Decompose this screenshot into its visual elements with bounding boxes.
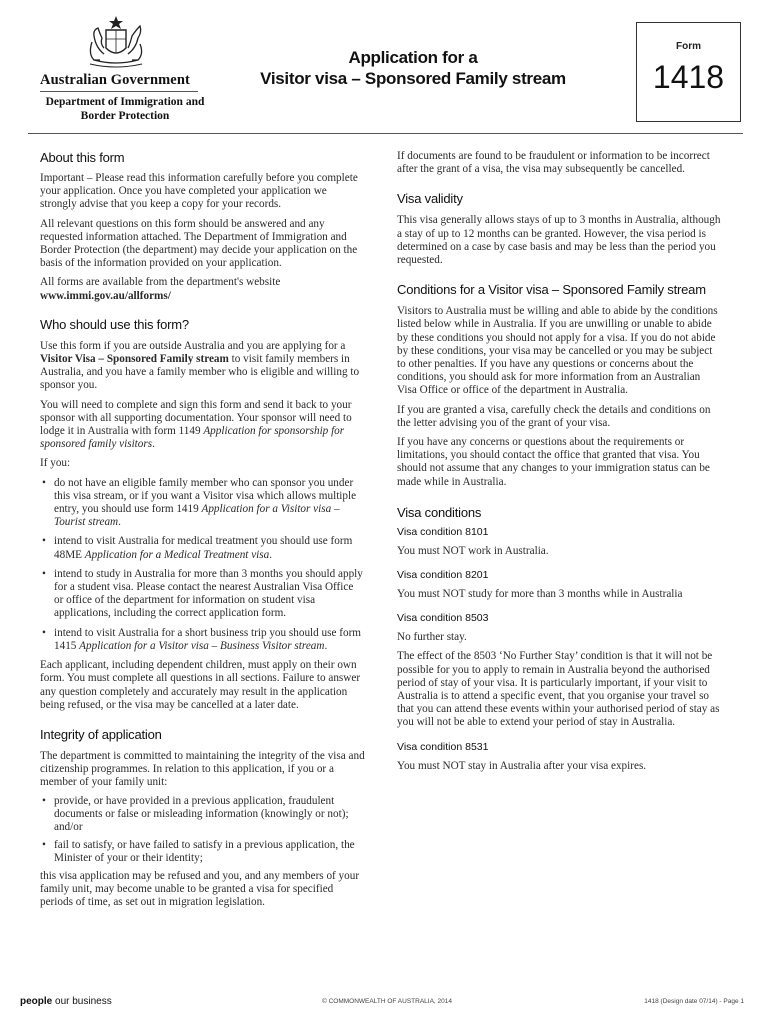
left-column xyxy=(40,150,365,909)
condition-8201-heading: Visa condition 8201 xyxy=(397,569,489,582)
list-item: • provide, or have provided in a previous application, fraudulent documents or false or misleading information (knowingly or not); and/or xyxy=(40,795,365,835)
text: . xyxy=(324,639,328,652)
text: . xyxy=(269,548,273,561)
list-item xyxy=(40,535,365,561)
logo-text: our business xyxy=(52,996,112,1007)
condition-8503-heading: Visa condition 8503 xyxy=(397,612,489,625)
form-title: Application for a Visitor visa – Tourist stream xyxy=(54,503,340,529)
text: to visit family members in Australia, and you have a family member who is eligible and willing to sponsor you. xyxy=(40,353,360,392)
footer-logo xyxy=(20,996,112,1007)
footer-copyright: © COMMONWEALTH OF AUSTRALIA, 2014 xyxy=(322,998,452,1005)
integrity-paragraph-1: The department is committed to maintaining the integrity of the visa and citizenship programmes. In relation to this application, if you or a member of your family unit: xyxy=(40,749,365,789)
about-paragraph-1: Important – Please read this information carefully before you complete your application. Once you have completed your application we strongly advise that you keep a copy for your records. xyxy=(40,172,358,211)
form-label: Form xyxy=(676,41,701,52)
who-paragraph-2 xyxy=(40,399,365,452)
fraud-paragraph: If documents are found to be fraudulent or information to be incorrect after the grant of a visa, the visa may subsequently be cancelled. xyxy=(397,150,710,176)
integrity-paragraph-2: this visa application may be refused and you, and any members of your family unit, may become unable to be granted a visa for specified periods of time, as set out in migration legislation. xyxy=(40,869,360,908)
conditions-paragraph-1: Visitors to Australia must be willing and able to abide by the conditions listed below while in Australia. If you are unwilling or unable to abide by these conditions you should not apply for a visa. If you do not abide by these conditions, your visa may be cancelled or you may be subject to other penalties. If you have any questions or concerns about the conditions, you should ask for more information from an Australian Visa Office or office of the department in Australia. xyxy=(397,305,718,397)
validity-paragraph: This visa generally allows stays of up to 3 months in Australia, although a stay of up to 12 months can be granted. However, the visa period is determined on a case by case basis and may be less than the period you requested. xyxy=(397,214,721,267)
section-heading-validity: Visa validity xyxy=(397,191,463,207)
government-name: Australian Government xyxy=(40,72,190,88)
section-heading-about: About this form xyxy=(40,150,125,165)
divider xyxy=(40,91,198,92)
condition-8503-text-1: No further stay. xyxy=(397,631,467,644)
condition-8101-heading: Visa condition 8101 xyxy=(397,525,489,538)
who-paragraph-1 xyxy=(40,340,365,393)
title-line-1: Application for a xyxy=(348,48,478,67)
condition-8531-text: You must NOT stay in Australia after your visa expires. xyxy=(397,759,647,772)
form-title: Application for a Visitor visa – Business Visitor stream xyxy=(79,639,325,652)
form-title: Application for sponsorship for sponsored family visitors xyxy=(40,425,345,451)
logo-bold-text: people xyxy=(20,996,53,1007)
text: Use this form if you are outside Australia and you are applying for a xyxy=(40,339,346,352)
section-heading-integrity: Integrity of application xyxy=(40,726,162,742)
integrity-bullet-list xyxy=(40,795,365,866)
condition-8201-text: You must NOT study for more than 3 months while in Australia xyxy=(397,588,683,601)
who-bullet-list xyxy=(40,477,365,653)
about-paragraph-3 xyxy=(40,276,365,302)
visa-stream-name: Visitor Visa – Sponsored Family stream xyxy=(40,353,229,366)
form-number-box xyxy=(636,22,741,122)
section-heading-conditions: Conditions for a Visitor visa – Sponsored Family stream xyxy=(397,282,706,298)
department-name: Department of Immigration and Border Protection xyxy=(45,96,205,122)
about-paragraph-2: All relevant questions on this form should be answered and any requested information attached. The Department of Immigration and Border Protection (the department) may decide your application on the basis of the information provided on your application. xyxy=(40,217,358,270)
text: . xyxy=(152,438,155,451)
text: You will need to complete and sign this form and send it back to your sponsor with all supporting documentation. Your sponsor will need to lodge it in Australia with form 1149 xyxy=(40,398,352,438)
page-header xyxy=(0,0,768,135)
form-number: 1418 xyxy=(652,59,725,95)
section-heading-visa-conditions: Visa conditions xyxy=(397,504,482,520)
header-divider xyxy=(28,133,743,134)
list-item xyxy=(40,627,365,653)
text: intend to visit Australia for a short business trip you should use form 1415 xyxy=(54,626,362,652)
coat-of-arms-icon xyxy=(80,14,152,70)
footer-page-info: 1418 (Design date 07/14) - Page 1 xyxy=(644,998,744,1005)
forms-website-link[interactable]: www.immi.gov.au/allforms/ xyxy=(40,289,171,302)
conditions-paragraph-3: If you have any concerns or questions about the requirements or limitations, you should contact the office that granted that visa. You should not assume that any changes to your immigration status can be made while in Australia. xyxy=(397,436,710,488)
about-website-text: All forms are available from the department's website xyxy=(40,276,281,289)
title-line-2: Visitor visa – Sponsored Family stream xyxy=(260,69,566,88)
condition-8531-heading: Visa condition 8531 xyxy=(397,740,489,753)
text: intend to visit Australia for medical treatment you should use form 48ME xyxy=(54,535,353,561)
who-paragraph-3: Each applicant, including dependent children, must apply on their own form. You must complete all questions in all sections. Failure to answer any question completely and accurately may result in the application being refused, or the visa may be cancelled at a later date. xyxy=(40,659,361,711)
list-item xyxy=(40,477,365,530)
condition-8503-text-2: The effect of the 8503 ‘No Further Stay’ condition is that it will not be possible for you to apply to remain in Australia beyond the authorised period of stay of your visa. It is particularly important, if your visit to Australia is to attend a specific event, that you organise your travel so that you can attend these events within your authorised period of stay as you will not be able to extend your period of stay in Australia. xyxy=(397,650,720,729)
condition-8101-text: You must NOT work in Australia. xyxy=(397,544,549,557)
right-column xyxy=(397,150,722,773)
conditions-paragraph-2: If you are granted a visa, carefully check the details and conditions on the letter advising you of the grant of your visa. xyxy=(397,403,711,429)
list-item: • intend to study in Australia for more than 3 months you should apply for a student visa. Please contact the nearest Australian Visa Office or office of the department for information on student visa applications, including the correct application form. xyxy=(40,568,365,621)
form-title: Application for a Medical Treatment visa xyxy=(84,548,270,561)
section-heading-who: Who should use this form? xyxy=(40,316,189,332)
who-if-label: If you: xyxy=(40,457,71,470)
text: . xyxy=(118,516,121,529)
list-item: • fail to satisfy, or have failed to satisfy in a previous application, the Minister of your or their identity; xyxy=(40,839,365,865)
page-title xyxy=(228,47,598,89)
text: do not have an eligible family member who can sponsor you under this visa stream, or if you want a Visitor visa which allows multiple entry, you should use form 1419 xyxy=(54,476,357,516)
